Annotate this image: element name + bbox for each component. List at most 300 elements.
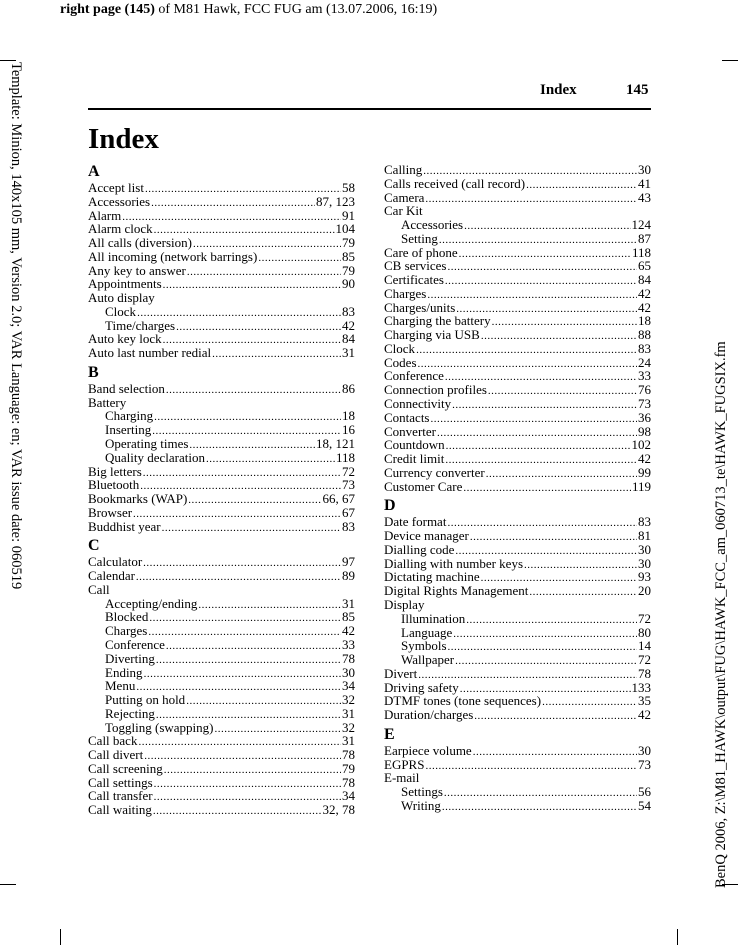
entry-page: 83 [342,518,355,534]
index-entry [88,346,355,360]
index-entry [384,163,651,177]
leader-dots [143,557,341,571]
entry-page: 32 [342,692,355,708]
entry-term: Customer Care [384,478,463,494]
print-info-bold: right page (145) [60,2,155,17]
leader-dots [163,279,341,293]
page-number: 145 [626,82,649,98]
index-entry [384,598,651,612]
entry-term: Care of phone [384,244,458,260]
entry-term: Accept list [88,180,144,195]
entry-term: Call back [88,733,138,749]
file-path-info: BenQ 2006, Z:\M81_HAWK\output\FUG\HAWK_FCC_am_060713_te\HAWK_FUGSIX.fm [713,341,729,888]
index-entry [384,259,651,273]
entry-term: Charging [105,408,154,424]
leader-dots [526,179,637,193]
entry-term: Battery [88,394,127,410]
leader-dots [452,399,637,413]
index-subentry [88,610,355,624]
entry-term: Bookmarks (WAP) [88,491,188,507]
entry-term: Dialling with number keys [384,555,524,571]
entry-page: 42 [638,707,651,723]
index-entry [384,273,651,287]
index-letter: B [88,363,99,381]
leader-dots [448,641,637,655]
entry-term: DTMF tones (tone sequences) [384,693,542,709]
leader-dots [459,248,631,262]
entry-page: 104 [335,221,355,237]
index-entry [384,480,651,494]
index-subentry [88,679,355,693]
entry-term: Alarm clock [88,221,153,237]
index-subentry [384,639,651,653]
index-entry [88,209,355,223]
leader-dots [473,746,637,760]
index-column-left [88,163,355,817]
entry-term: Call transfer [88,788,153,804]
entry-page: 86 [342,380,355,396]
entry-page: 90 [342,276,355,292]
leader-dots [470,531,637,545]
entry-page: 124 [631,217,651,233]
leader-dots [187,266,341,280]
entry-page: 76 [638,382,651,398]
index-entry [384,246,651,260]
index-entry [384,584,651,598]
leader-dots [138,736,341,750]
entry-page: 42 [638,299,651,315]
entry-page: 58 [342,180,355,195]
entry-page: 30 [638,742,651,758]
entry-term: Blocked [105,609,149,625]
leader-dots [425,193,637,207]
entry-page: 33 [342,636,355,652]
index-entry [384,744,651,758]
leader-dots [148,626,341,640]
entry-page: 31 [342,345,355,361]
entry-page: 18, 121 [316,436,355,452]
entry-page: 93 [638,569,651,585]
index-entry [384,425,651,439]
entry-term: Duration/charges [384,707,474,723]
entry-term: Connectivity [384,396,452,412]
entry-term: Bluetooth [88,477,140,493]
crop-mark [677,929,678,945]
index-subentry [88,624,355,638]
index-entry [384,328,651,342]
index-entry [88,195,355,209]
entry-term: Language [401,624,453,640]
index-entry [88,465,355,479]
entry-page: 73 [342,477,355,493]
entry-page: 91 [342,207,355,223]
index-subentry [88,597,355,611]
entry-term: Diverting [105,650,155,666]
entry-term: Ending [105,664,143,680]
entry-term: EGPRS [384,756,425,772]
index-entry [88,520,355,534]
entry-page: 31 [342,705,355,721]
entry-term: Auto display [88,290,155,306]
leader-dots [176,321,341,335]
entry-term: Accepting/ending [105,595,198,611]
entry-term: Countdown [384,437,445,453]
entry-page: 31 [342,733,355,749]
entry-page: 81 [638,528,651,544]
leader-dots [143,467,341,481]
entry-page: 35 [638,693,651,709]
index-entry [88,236,355,250]
index-letter: A [88,163,100,180]
crop-mark [60,929,61,945]
entry-page: 54 [638,797,651,813]
leader-dots [444,787,637,801]
leader-dots [464,220,630,234]
leader-dots [447,517,637,531]
entry-term: Call settings [88,774,153,790]
leader-dots [437,427,637,441]
index-entry [88,789,355,803]
index-subentry [88,638,355,652]
entry-term: Conference [384,368,444,384]
leader-dots [453,628,637,642]
entry-page: 18 [638,313,651,329]
index-entry [384,515,651,529]
entry-term: Currency converter [384,464,485,480]
entry-page: 41 [638,175,651,191]
entry-page: 118 [631,244,651,260]
entry-page: 16 [342,422,355,438]
entry-page: 20 [638,583,651,599]
leader-dots [166,640,341,654]
index-entry [384,543,651,557]
running-head [88,82,651,102]
leader-dots [156,654,341,668]
index-entry [384,681,651,695]
entry-page: 99 [638,464,651,480]
entry-page: 73 [638,396,651,412]
index-entry [384,771,651,785]
entry-page: 98 [638,423,651,439]
index-entry [88,291,355,305]
leader-dots [431,413,638,427]
entry-page: 87 [638,230,651,246]
leader-dots [481,330,637,344]
entry-page: 30 [342,664,355,680]
leader-dots [145,183,341,197]
entry-page: 42 [342,623,355,639]
index-entry [384,667,651,681]
entry-term: Charges [105,623,148,639]
index-subentry [88,652,355,666]
index-entry [88,222,355,236]
index-subentry [384,626,651,640]
index-entry [88,734,355,748]
entry-term: Symbols [401,638,447,654]
entry-term: Converter [384,423,436,439]
index-subentry [88,423,355,437]
entry-term: Menu [105,678,136,694]
index-entry [384,287,651,301]
entry-term: Operating times [105,436,189,452]
index-entry [384,301,651,315]
entry-page: 67 [342,504,355,520]
index-entry [384,529,651,543]
entry-term: Calls received (call record) [384,175,526,191]
entry-term: Earpiece volume [384,742,472,758]
entry-page: 33 [638,368,651,384]
entry-page: 78 [342,747,355,763]
entry-page: 30 [638,162,651,177]
index-subentry [88,707,355,721]
index-subentry [88,666,355,680]
entry-page: 72 [342,463,355,479]
leader-dots [446,440,631,454]
leader-dots [524,559,637,573]
index-entry [384,342,651,356]
index-subentry [88,319,355,333]
leader-dots [154,791,341,805]
entry-page: 84 [342,331,355,347]
entry-term: Writing [401,797,441,813]
entry-page: 102 [631,437,651,453]
index-subentry [88,693,355,707]
entry-term: Call [88,581,110,597]
index-subentry [88,409,355,423]
index-entry [88,583,355,597]
print-info-bar [60,0,678,20]
entry-page: 32 [342,719,355,735]
entry-page: 72 [638,610,651,626]
header-rule [88,108,651,110]
entry-term: Calling [384,162,423,177]
running-head-section: Index [540,82,577,98]
entry-page: 84 [638,272,651,288]
entry-term: Codes [384,354,417,370]
entry-term: Car Kit [384,203,423,219]
entry-term: Charging the battery [384,313,491,329]
entry-term: Call divert [88,747,144,763]
entry-page: 42 [342,317,355,333]
index-subentry [384,785,651,799]
index-entry [88,181,355,195]
index-entry [384,694,651,708]
leader-dots [463,482,631,496]
entry-page: 56 [638,784,651,800]
index-letter: E [384,725,395,743]
entry-term: Conference [105,636,165,652]
entry-page: 119 [631,478,651,494]
entry-term: Buddhist year [88,518,161,534]
index-subentry [384,612,651,626]
entry-page: 80 [638,624,651,640]
entry-page: 79 [342,235,355,251]
entry-term: Auto last number redial [88,345,212,361]
index-entry [384,708,651,722]
entry-term: Clock [105,303,137,319]
entry-page: 83 [638,340,651,356]
entry-term: Big letters [88,463,142,479]
index-subentry [384,218,651,232]
entry-page: 31 [342,595,355,611]
entry-term: Appointments [88,276,162,292]
entry-term: Clock [384,340,416,356]
leader-dots [153,805,322,819]
crop-mark [0,60,16,61]
leader-dots [186,695,341,709]
leader-dots [442,801,637,815]
entry-term: All calls (diversion) [88,235,192,251]
entry-term: Wallpaper [401,652,455,668]
leader-dots [447,261,637,275]
leader-dots [166,384,341,398]
index-column-right [384,163,651,813]
index-entry [384,452,651,466]
entry-page: 73 [638,756,651,772]
entry-page: 88 [638,327,651,343]
leader-dots [154,778,341,792]
entry-term: Dialling code [384,541,455,557]
entry-page: 87, 123 [316,193,355,209]
entry-term: Dictating machine [384,569,480,585]
entry-term: Credit limit [384,451,445,467]
entry-page: 72 [638,652,651,668]
index-entry [88,277,355,291]
index-subentry [384,653,651,667]
entry-page: 89 [342,568,355,584]
entry-term: Connection profiles [384,382,487,398]
index-entry [384,356,651,370]
index-entry [88,382,355,396]
index-entry [88,396,355,410]
leader-dots [488,385,637,399]
leader-dots [474,710,637,724]
leader-dots [206,453,335,467]
index-entry [384,191,651,205]
entry-page: 36 [638,409,651,425]
index-entry [88,264,355,278]
entry-term: Call waiting [88,802,152,818]
entry-term: Contacts [384,409,430,425]
entry-term: Putting on hold [105,692,186,708]
entry-page: 30 [638,541,651,557]
leader-dots [149,612,341,626]
index-entry [88,748,355,762]
entry-term: Camera [384,189,425,205]
entry-page: 79 [342,760,355,776]
entry-term: Charging via USB [384,327,480,343]
leader-dots [258,252,341,266]
index-entry [384,383,651,397]
leader-dots [215,723,342,737]
entry-term: Rejecting [105,705,155,721]
index-subentry [384,799,651,813]
entry-page: 14 [638,638,651,654]
leader-dots [122,211,341,225]
entry-page: 42 [638,285,651,301]
entry-page: 78 [342,650,355,666]
index-entry [88,506,355,520]
entry-page: 85 [342,248,355,264]
leader-dots [151,197,315,211]
entry-term: Band selection [88,380,165,396]
entry-page: 78 [342,774,355,790]
leader-dots [144,750,341,764]
leader-dots [136,571,341,585]
index-entry [384,177,651,191]
crop-mark [0,884,16,885]
index-entry [384,204,651,218]
leader-dots [189,439,315,453]
entry-page: 85 [342,609,355,625]
leader-dots [492,316,637,330]
entry-term: Settings [401,784,443,800]
entry-page: 24 [638,354,651,370]
page-title: Index [88,123,159,155]
entry-page: 97 [342,554,355,570]
index-subentry [88,437,355,451]
index-subentry [88,721,355,735]
entry-page: 118 [335,449,355,465]
entry-term: Display [384,596,425,612]
index-entry [88,332,355,346]
entry-term: Charges [384,285,427,301]
leader-dots [455,655,637,669]
entry-page: 83 [342,303,355,319]
index-entry [384,314,651,328]
entry-term: Alarm [88,207,122,223]
entry-term: Time/charges [105,317,176,333]
entry-term: Digital Rights Management [384,583,529,599]
entry-page: 30 [638,555,651,571]
entry-page: 34 [342,678,355,694]
leader-dots [486,468,637,482]
index-entry [384,369,651,383]
leader-dots [144,668,341,682]
index-entry [88,492,355,506]
entry-term: Call screening [88,760,163,776]
entry-page: 43 [638,189,651,205]
index-entry [384,570,651,584]
index-entry [88,762,355,776]
entry-page: 66, 67 [322,491,355,507]
index-subentry [88,451,355,465]
leader-dots [466,614,637,628]
entry-term: Divert [384,665,418,681]
index-letter: D [384,497,396,515]
index-entry [384,557,651,571]
template-info: Template: Minion, 140x105 mm, Version 2.0; VAR Language: en; VAR issue date: 060519 [8,62,24,590]
index-entry [88,250,355,264]
entry-term: Device manager [384,528,469,544]
entry-term: Calculator [88,554,143,570]
leader-dots [133,508,341,522]
index-entry [384,397,651,411]
entry-page: 18 [342,408,355,424]
entry-term: Calendar [88,568,135,584]
entry-term: Driving safety [384,679,459,695]
leader-dots [188,494,321,508]
index-entry [88,803,355,817]
leader-dots [542,696,637,710]
index-subentry [384,232,651,246]
entry-page: 78 [638,665,651,681]
leader-dots [427,289,637,303]
entry-term: E-mail [384,770,420,786]
print-info-rest: of M81 Hawk, FCC FUG am (13.07.2006, 16:19) [154,2,438,17]
leader-dots [529,586,637,600]
entry-page: 65 [638,258,651,274]
